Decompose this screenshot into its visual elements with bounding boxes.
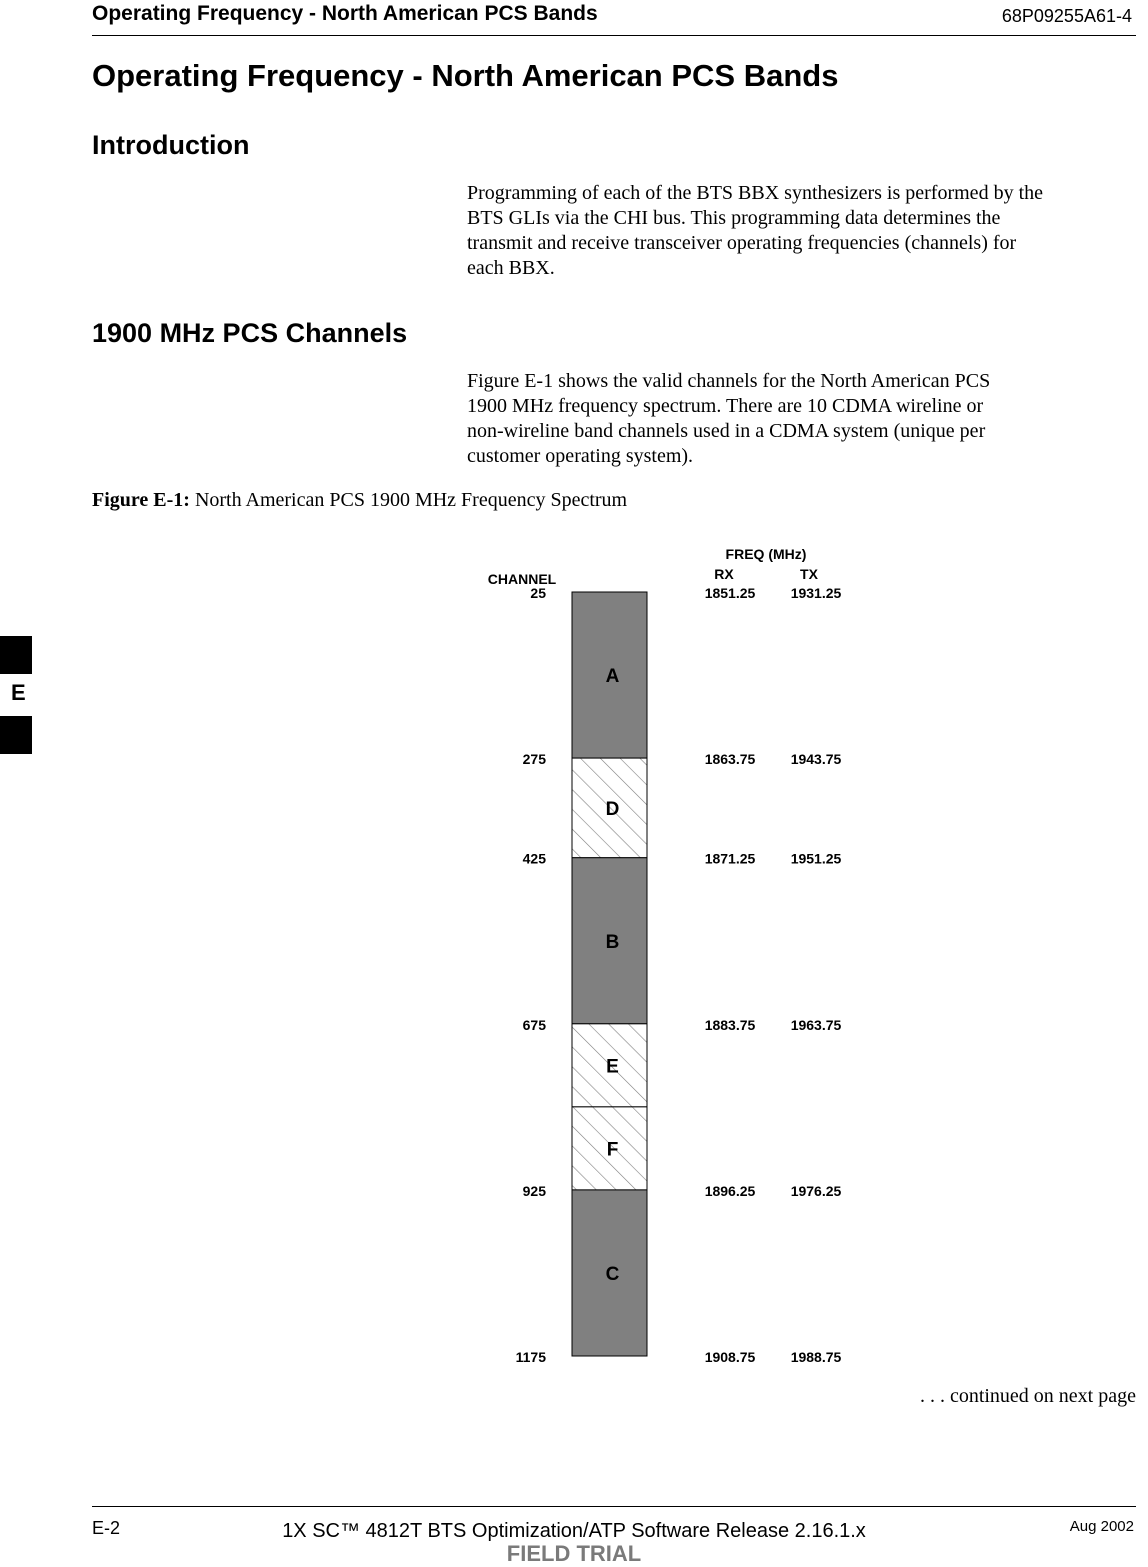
- channel-header: CHANNEL: [487, 571, 557, 587]
- tx-frequency-label: 1943.75: [790, 751, 842, 768]
- channel-boundary-label: 925: [522, 1182, 546, 1199]
- paragraph-line: Figure E-1 shows the valid channels for the North American PCS: [467, 370, 991, 392]
- footer-divider: [92, 1506, 1136, 1507]
- field-trial-watermark: FIELD TRIAL: [506, 1541, 642, 1566]
- paragraph-line: BTS GLIs via the CHI bus. This programming data determines the: [467, 207, 1001, 229]
- figure-caption-text: North American PCS 1900 MHz Frequency Spectrum: [194, 489, 628, 511]
- section-tab-marker-bottom: [0, 716, 32, 754]
- band-label-b: B: [605, 931, 620, 953]
- channel-boundary-label: 425: [522, 850, 546, 867]
- band-label-f: F: [606, 1139, 619, 1161]
- channel-boundary-label: 675: [522, 1016, 546, 1033]
- paragraph-line: non-wireline band channels used in a CDMA system (unique per: [467, 420, 986, 442]
- running-header-title: Operating Frequency - North American PCS Bands: [92, 2, 598, 25]
- paragraph-line: 1900 MHz frequency spectrum. There are 10 CDMA wireline or: [467, 395, 984, 417]
- channel-boundary-label: 275: [522, 751, 546, 768]
- rx-header: RX: [714, 566, 734, 582]
- section-heading-introduction: Introduction: [92, 130, 250, 160]
- freq-header: FREQ (MHz): [725, 546, 807, 562]
- document-number: 68P09255A61-4: [1001, 6, 1132, 26]
- paragraph-line: Programming of each of the BTS BBX synthesizers is performed by the: [467, 182, 1043, 204]
- band-label-a: A: [605, 666, 620, 688]
- rx-frequency-label: 1871.25: [704, 850, 756, 867]
- figure-label: Figure E-1:: [92, 489, 190, 511]
- tx-frequency-label: 1976.25: [790, 1182, 842, 1199]
- channel-boundary-label: 1175: [515, 1349, 546, 1365]
- tx-frequency-label: 1931.25: [790, 585, 842, 601]
- paragraph-line: customer operating system).: [467, 445, 694, 467]
- band-label-e: E: [606, 1056, 619, 1078]
- rx-frequency-label: 1863.75: [704, 751, 756, 768]
- section-tab-marker-top: [0, 636, 32, 674]
- rx-frequency-label: 1896.25: [704, 1182, 756, 1199]
- footer-date: Aug 2002: [1069, 1518, 1134, 1535]
- continued-note: . . . continued on next page: [919, 1385, 1136, 1407]
- band-label-c: C: [605, 1263, 620, 1285]
- section-tab-letter: E: [11, 680, 26, 705]
- rx-frequency-label: 1851.25: [704, 585, 756, 601]
- tx-header: TX: [800, 566, 818, 582]
- channel-boundary-label: 25: [530, 585, 546, 601]
- section-heading-pcs-channels: 1900 MHz PCS Channels: [92, 318, 408, 348]
- tx-frequency-label: 1963.75: [790, 1016, 842, 1033]
- footer-release-title: 1X SC™ 4812T BTS Optimization/ATP Software Release 2.16.1.x: [282, 1520, 866, 1542]
- rx-frequency-label: 1883.75: [704, 1016, 756, 1033]
- rx-frequency-label: 1908.75: [704, 1349, 756, 1365]
- page-title: Operating Frequency - North American PCS Bands: [92, 58, 839, 93]
- tx-frequency-label: 1951.25: [790, 850, 842, 867]
- tx-frequency-label: 1988.75: [790, 1349, 842, 1365]
- page-number: E-2: [92, 1518, 121, 1538]
- paragraph-line: transmit and receive transceiver operating frequencies (channels) for: [467, 232, 1017, 254]
- paragraph-line: each BBX.: [467, 257, 555, 279]
- band-label-d: D: [605, 798, 620, 820]
